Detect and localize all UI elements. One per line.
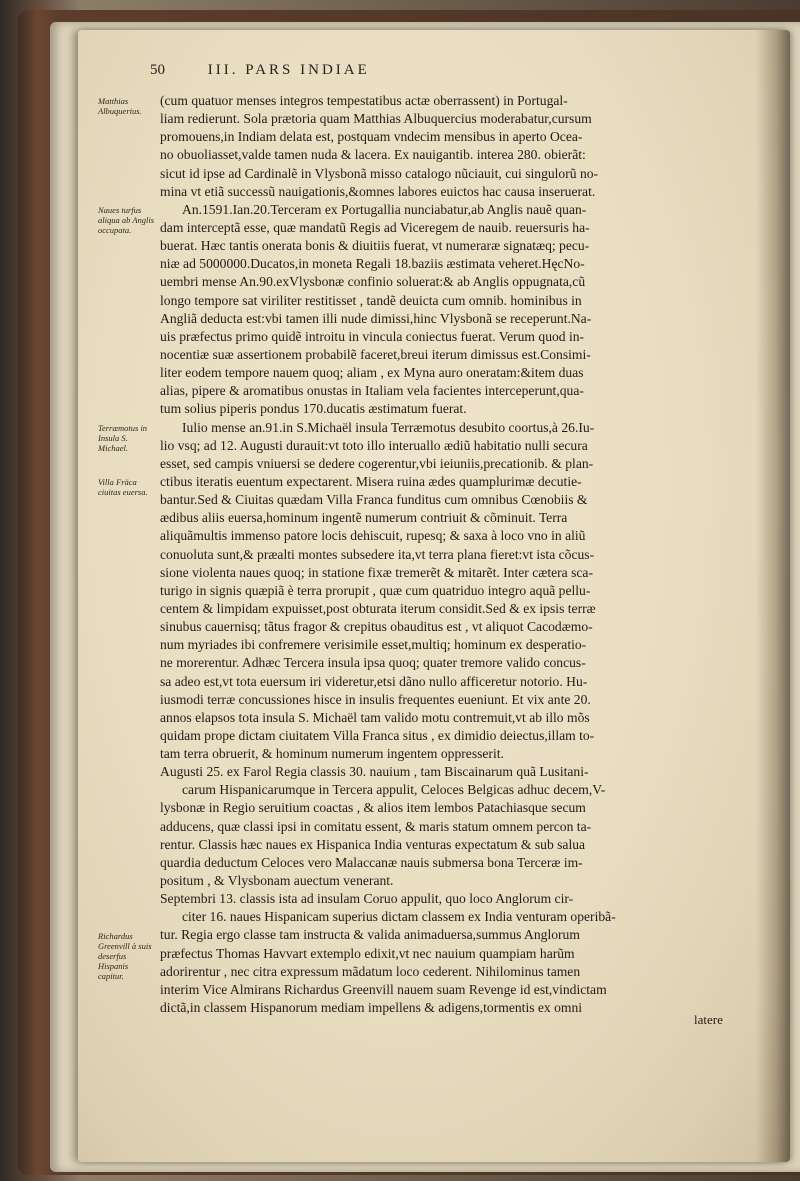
text-line: An.1591.Ian.20.Terceram ex Portugallia nunciabatur,ab Anglis nauẽ quan-	[182, 201, 587, 217]
text-line: sinubus cauernisq; tãtus fragor & crepitus obauditus est , vt aliquot Cacodæmo-	[160, 619, 593, 635]
text-line: aliquãmultis immenso patore locis dehiscuit, rupesq; & saxa à loco vno in aliũ	[160, 528, 586, 544]
text-line: iusmodi terræ concussiones hisce in insulis frequentes eueniunt. Et vix ante 20.	[160, 691, 591, 707]
text-line: dam interceptã esse, quæ mandatũ Regis ad Viceregem de nauib. reuersuris ha-	[160, 219, 590, 235]
margin-note: Terræmotus in Insula S. Michael.	[98, 422, 148, 453]
text-line: buerat. Hæc tantis onerata bonis & diuitiis fuerat, vt numeraræ signatæq; pecu-	[160, 238, 590, 254]
text-line: niæ ad 5000000.Ducatos,in moneta Regali 18.baziis æstimata veheret.HęcNo-	[160, 256, 585, 272]
text-line: turigo in signis quæpiã è terra prorupit , quæ cum quatriduo integro aquã pellu-	[160, 582, 591, 598]
text-line: alias, pipere & aromatibus onustas in Italiam vela facientes interceperunt,qua-	[160, 383, 584, 399]
margin-note: Matthias Albuquerius.	[98, 96, 142, 116]
catchword: latere	[694, 1012, 723, 1027]
text-line: annos elapsos tota insula S. Michaël tam valido motu contremuit,vt ab illo mõs	[160, 709, 590, 725]
text-line: liter eodem tempore nauem quoq; aliam , ex Myna auro oneratam:&item duas	[160, 365, 584, 381]
text-line: conuoluta sunt,& præalti montes subsedere ita,vt terra plana fieret:vt ista cõcus-	[160, 546, 595, 562]
text-line: positum , & Vlysbonam auectum venerant.	[160, 873, 394, 889]
page-gutter-shadow	[756, 30, 790, 1162]
text-line: carum Hispanicarumque in Tercera appulit, Celoces Belgicas adhuc decem,V-	[182, 782, 606, 798]
text-line: tur. Regia ergo classe tam instructa & valida animaduersa,summus Anglorum	[160, 927, 580, 943]
text-line: bantur.Sed & Ciuitas quædam Villa Franca funditus cum omnibus Cœnobiis &	[160, 492, 588, 508]
text-line: rentur. Classis hæc naues ex Hispanica India venturas expectatum & sub salua	[160, 836, 586, 852]
margin-note: Villa Fräca ciuitas euersa.	[98, 477, 148, 498]
text-line: adducens, quæ classi ipsi in comitatu essent, & maris statum omnem percon ta-	[160, 818, 592, 834]
text-line: lio vsq; ad 12. Augusti durauit:vt toto illo interuallo ædiũ habitatio nulli secura	[160, 437, 588, 453]
margin-note: Richardus Greenvill à suis deserfus Hispanis capitur.	[98, 930, 152, 981]
body-text	[160, 92, 740, 1017]
text-line: ne morerentur. Adhæc Tercera insula ipsa quoq; quater tremore valido concus-	[160, 655, 586, 671]
text-line: citer 16. naues Hispanicam superius dictam classem ex India venturam operibã-	[182, 909, 616, 925]
text-line: ctibus iteratis euentum expectarent. Misera ruina ædes quamplurimæ decutie-	[160, 473, 582, 489]
text-line: uis præfectus primo quidẽ introitu in vincula coniectus fuerat. Verum quod in-	[160, 328, 585, 344]
text-line: Augusti 25. ex Farol Regia classis 30. nauium , tam Biscainarum quã Lusitani-	[160, 764, 589, 780]
margin-note: Naues turfus aliqua ab Anglis occupata.	[98, 204, 155, 235]
page-number: 50	[150, 62, 165, 78]
text-line: Iulio mense an.91.in S.Michaël insula Terræmotus desubito coortus,à 26.Iu-	[182, 419, 595, 435]
text-line: præfectus Thomas Havvart extemplo edixit,vt nec nauium quampiam harũm	[160, 945, 575, 961]
text-line: esset, sed campis vniuersi se dedere cogerentur,vbi ieiuniis,precationib. & plan-	[160, 455, 594, 471]
text-line: liam redierunt. Sola prætoria quam Matthias Albuquercius moderabatur,cursum	[160, 111, 592, 127]
text-line: centem & limpidam expuisset,post obturata iterum considit.Sed & ex ipsis terræ	[160, 600, 596, 616]
text-line: nocentiæ suæ assertionem probabilẽ faceret,breui iterum dimissus est.Consimi-	[160, 346, 591, 362]
text-line: tam terra obruerit, & hominum numerum ingentem oppresserit.	[160, 746, 504, 762]
text-line: uembri mense An.90.exVlysbonæ confinio soluerat:& ab Anglis oppugnata,cũ	[160, 274, 586, 290]
text-line: sa adeo est,vt tota euersum iri videretur,etsi dãno nullo afficeretur notorio. Hu-	[160, 673, 588, 689]
text-line: (cum quatuor menses integros tempestatibus actæ oberrassent) in Portugal-	[160, 93, 568, 108]
text-line: num myriades ibi confremere verisimile esset,multiq; hominum ex desperatio-	[160, 637, 587, 653]
text-line: longo tempore sat viriliter restitisset , tandẽ deuicta cum omnib. hominibus in	[160, 292, 582, 308]
text-line: no obuoliasset,valde tamen nuda & lacera. Ex nauigantib. interea 280. obierãt:	[160, 147, 586, 163]
text-line: tum solius piperis pondus 170.ducatis æstimatum fuerat.	[160, 401, 467, 417]
text-line: Angliã deducta est:vbi tamen illi nude dimissi,hinc Vlysbonã se receperunt.Na-	[160, 310, 592, 326]
text-line: quidam prope dictam ciuitatem Villa Franca situs , ex dimidio deiectus,illam to-	[160, 727, 595, 743]
text-line: quardia deductum Celoces vero Malaccanæ nauis submersa bona Terceræ im-	[160, 854, 583, 870]
text-line: sione violenta naues quoq; in statione fixæ tremerẽt & mitarẽt. Inter cætera sca-	[160, 564, 593, 580]
text-line: mina vt etiã successũ nauigationis,&omnes labores euictos hac causa inseruerat.	[160, 183, 596, 199]
text-line: ædibus aliis euersa,hominum ingentẽ numerum contriuit & cõminuit. Terra	[160, 510, 568, 526]
running-title: III. PARS INDIAE	[207, 62, 370, 78]
text-line: adorirentur , nec citra expressum mãdatum loco cederent. Nihilominus tamen	[160, 963, 581, 979]
page-header	[150, 62, 370, 79]
text-line: interim Vice Almirans Richardus Greenvill nauem suam Revenge id est,vindictam	[160, 981, 607, 997]
text-line: sicut id ipse ad Cardinalẽ in Vlysbonã misso catalogo nũciauit, cui singulorũ no-	[160, 165, 599, 181]
text-line: Septembri 13. classis ista ad insulam Coruo appulit, quo loco Anglorum cir-	[160, 891, 574, 907]
text-line: promouens,in Indiam delata est, postquam vndecim mensibus in aperto Ocea-	[160, 129, 583, 145]
text-line: lysbonæ in Regio seruitium coactas , & alios item lembos Patachiasque secum	[160, 800, 586, 816]
text-line: dictã,in classem Hispanorum mediam impellens & adigens,tormentis ex omni	[160, 1000, 583, 1016]
